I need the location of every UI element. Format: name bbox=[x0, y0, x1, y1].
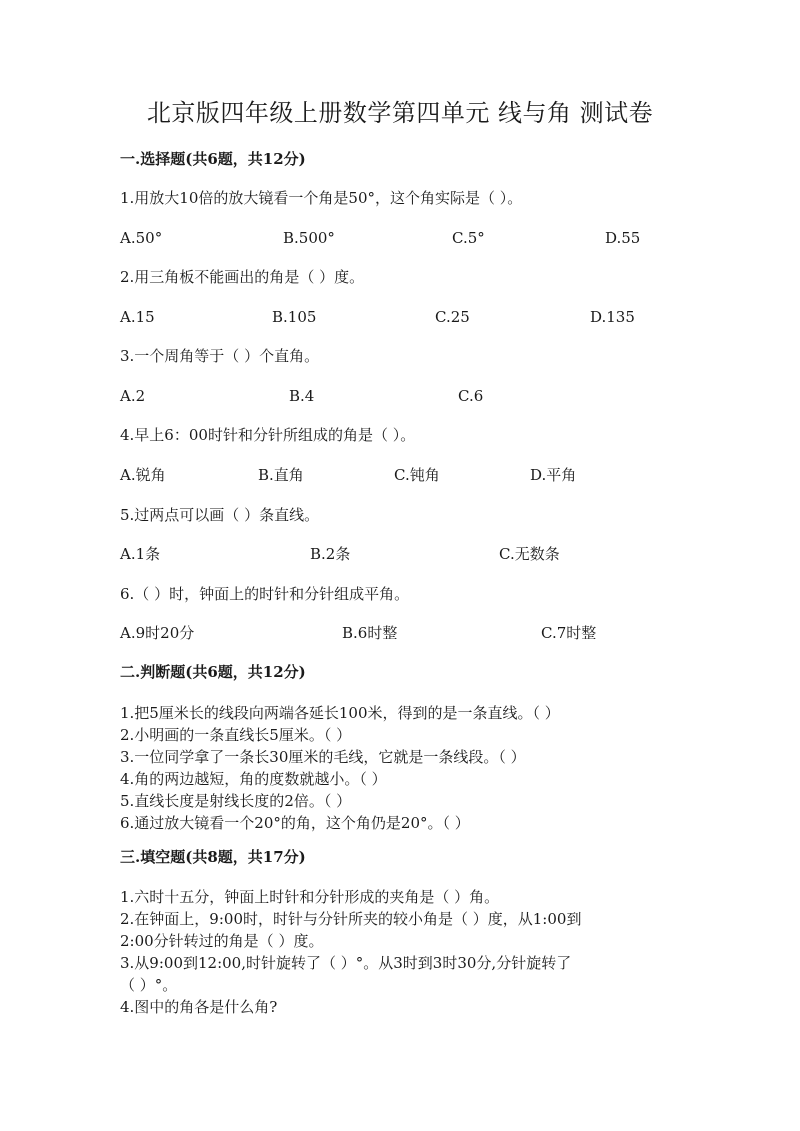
list-item: 1.把5厘米长的线段向两端各延长100米，得到的是一条直线。（ ） bbox=[120, 704, 560, 722]
page-title: 北京版四年级上册数学第四单元 线与角 测试卷 bbox=[146, 99, 654, 127]
list-item: 3.一位同学拿了一条长30厘米的毛线，它就是一条线段。（ ） bbox=[120, 748, 526, 766]
question-1: 1.用放大10倍的放大镜看一个角是50°，这个角实际是（ ）。 bbox=[120, 189, 523, 207]
option-c: C.5° bbox=[452, 229, 485, 247]
option-a: A.50° bbox=[120, 229, 163, 247]
options-row-6 bbox=[0, 622, 800, 644]
options-row-1 bbox=[0, 227, 800, 249]
option-b: B.4 bbox=[289, 387, 315, 405]
list-item: 2.在钟面上，9:00时，时针与分针所夹的较小角是（ ）度，从1:00到 bbox=[120, 910, 582, 928]
option-a: A.1条 bbox=[120, 545, 161, 563]
option-c: C.6 bbox=[458, 387, 484, 405]
fill-blank-list bbox=[120, 886, 680, 1018]
section-heading-judgement: 二.判断题(共6题，共12分) bbox=[120, 663, 306, 681]
option-b: B.直角 bbox=[258, 466, 304, 484]
list-item: 5.直线长度是射线长度的2倍。（ ） bbox=[120, 792, 352, 810]
option-a: A.2 bbox=[120, 387, 146, 405]
option-d: D.135 bbox=[590, 308, 635, 326]
list-item: 4.角的两边越短，角的度数就越小。（ ） bbox=[120, 770, 387, 788]
option-a: A.9时20分 bbox=[120, 624, 195, 642]
question-6: 6.（ ）时，钟面上的时针和分针组成平角。 bbox=[120, 585, 410, 603]
option-c: C.25 bbox=[435, 308, 470, 326]
option-b: B.6时整 bbox=[342, 624, 398, 642]
judgement-list bbox=[120, 702, 680, 834]
option-a: A.15 bbox=[120, 308, 155, 326]
options-row-3 bbox=[0, 385, 800, 407]
list-item: 4.图中的角各是什么角? bbox=[120, 998, 278, 1016]
options-row-5 bbox=[0, 543, 800, 565]
list-item: 1.六时十五分，钟面上时针和分针形成的夹角是（ ）角。 bbox=[120, 888, 500, 906]
list-item: （ ）°。 bbox=[120, 976, 178, 994]
question-4: 4.早上6：00时针和分针所组成的角是（ ）。 bbox=[120, 426, 416, 444]
list-item: 3.从9:00到12:00,时针旋转了（ ）°。从3时到3时30分,分针旋转了 bbox=[120, 954, 572, 972]
option-d: D.55 bbox=[605, 229, 641, 247]
question-5: 5.过两点可以画（ ）条直线。 bbox=[120, 506, 320, 524]
option-b: B.500° bbox=[283, 229, 335, 247]
options-row-4 bbox=[0, 464, 800, 486]
section-heading-fill-blank: 三.填空题(共8题，共17分) bbox=[120, 848, 306, 866]
option-a: A.锐角 bbox=[120, 466, 166, 484]
option-c: C.无数条 bbox=[499, 545, 560, 563]
option-b: B.105 bbox=[272, 308, 317, 326]
option-b: B.2条 bbox=[310, 545, 351, 563]
list-item: 2.小明画的一条直线长5厘米。（ ） bbox=[120, 726, 352, 744]
option-d: D.平角 bbox=[530, 466, 577, 484]
option-c: C.7时整 bbox=[541, 624, 597, 642]
options-row-2 bbox=[0, 306, 800, 328]
option-c: C.钝角 bbox=[394, 466, 440, 484]
question-3: 3.一个周角等于（ ）个直角。 bbox=[120, 347, 320, 365]
question-2: 2.用三角板不能画出的角是（ ）度。 bbox=[120, 268, 365, 286]
list-item: 2:00分针转过的角是（ ）度。 bbox=[120, 932, 324, 950]
list-item: 6.通过放大镜看一个20°的角，这个角仍是20°。（ ） bbox=[120, 814, 470, 832]
section-heading-choice: 一.选择题(共6题，共12分) bbox=[120, 150, 306, 168]
